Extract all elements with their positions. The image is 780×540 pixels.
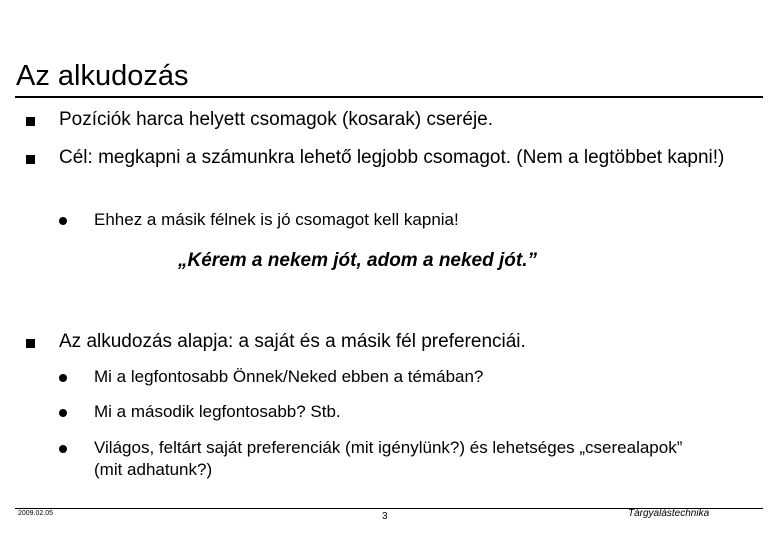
bullet-item: Az alkudozás alapja: a saját és a másik fél preferenciái. <box>59 331 526 352</box>
footer-date: 2009.02.05 <box>18 510 54 517</box>
slide-title: Az alkudozás <box>16 60 189 92</box>
square-bullet-icon <box>26 339 35 348</box>
bullet-item: Cél: megkapni a számunkra lehető legjobb csomagot. (Nem a legtöbbet kapni!) <box>59 147 725 168</box>
page-number: 3 <box>382 511 388 522</box>
round-bullet-icon <box>59 409 67 417</box>
footer-course-name: Tárgyalástechnika <box>628 508 710 519</box>
emphasis-quote: „Kérem a nekem jót, adom a neked jót.” <box>178 250 537 271</box>
square-bullet-icon <box>26 117 35 126</box>
bullet-item: Pozíciók harca helyett csomagok (kosarak) cseréje. <box>59 109 494 130</box>
sub-bullet-item: Mi a második legfontosabb? Stb. <box>94 402 341 421</box>
round-bullet-icon <box>59 445 67 453</box>
square-bullet-icon <box>26 155 35 164</box>
sub-bullet-item: Ehhez a másik félnek is jó csomagot kell kapnia! <box>94 210 459 229</box>
round-bullet-icon <box>59 374 67 382</box>
sub-bullet-item: Világos, feltárt saját preferenciák (mit igénylünk?) és lehetséges „cserealapok” (mit adhatunk?) <box>94 438 683 479</box>
round-bullet-icon <box>59 217 67 225</box>
title-divider <box>15 96 763 98</box>
sub-bullet-item: Mi a legfontosabb Önnek/Neked ebben a témában? <box>94 367 484 386</box>
